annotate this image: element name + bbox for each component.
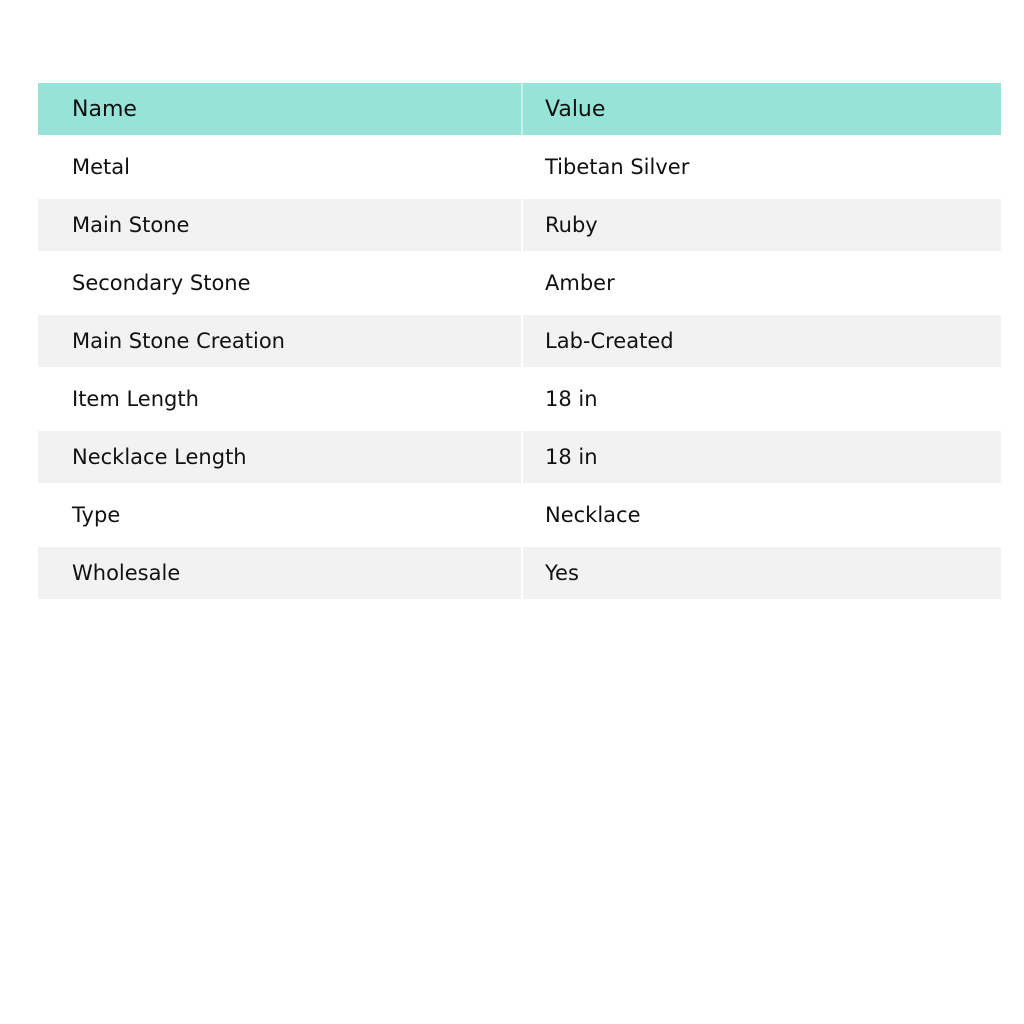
table-row xyxy=(38,199,1001,251)
specifications-table xyxy=(38,83,1001,599)
row-value-cell: 18 in xyxy=(545,387,598,411)
row-value-cell: Lab-Created xyxy=(545,329,674,353)
row-name-cell: Item Length xyxy=(38,367,523,431)
row-value-cell: Yes xyxy=(545,561,579,585)
row-name-cell: Main Stone Creation xyxy=(38,315,523,367)
table-row xyxy=(38,251,1001,315)
row-name-cell: Type xyxy=(38,483,523,547)
row-name-cell: Metal xyxy=(38,135,523,199)
row-value-cell: Necklace xyxy=(545,503,641,527)
row-value-cell: Amber xyxy=(545,271,615,295)
table-row xyxy=(38,483,1001,547)
row-name-cell: Main Stone xyxy=(38,199,523,251)
table-header-row xyxy=(38,83,1001,135)
table-row xyxy=(38,367,1001,431)
row-value-cell: Ruby xyxy=(545,213,598,237)
row-name-cell: Necklace Length xyxy=(38,431,523,483)
column-header-value: Value xyxy=(545,96,606,122)
row-name-cell: Wholesale xyxy=(38,547,523,599)
row-name-cell: Secondary Stone xyxy=(38,251,523,315)
table-row xyxy=(38,547,1001,599)
table-row xyxy=(38,135,1001,199)
row-value-cell: 18 in xyxy=(545,445,598,469)
column-header-name: Name xyxy=(38,83,523,135)
table-row xyxy=(38,315,1001,367)
row-value-cell: Tibetan Silver xyxy=(545,155,690,179)
table-row xyxy=(38,431,1001,483)
